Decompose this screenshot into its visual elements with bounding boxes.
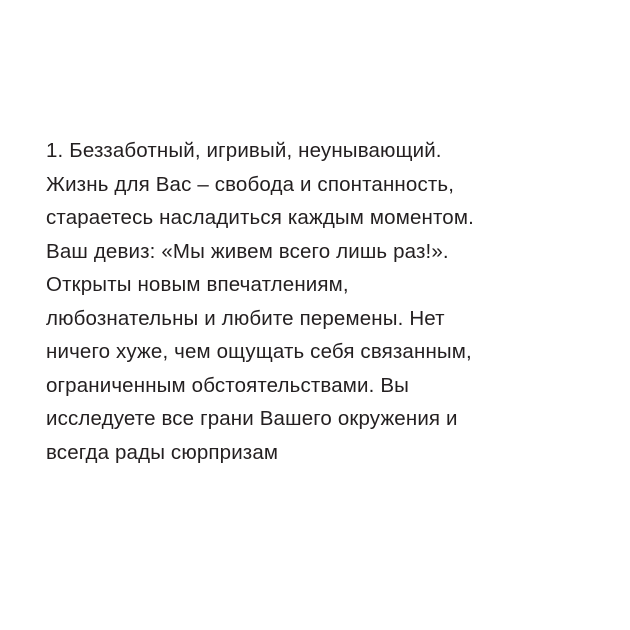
text-line: исследуете все грани Вашего окружения и	[46, 407, 458, 430]
text-line: Ваш девиз: «Мы живем всего лишь раз!».	[46, 239, 449, 263]
text-line: Открыты новым впечатлениям,	[46, 273, 349, 296]
text-line: 1. Беззаботный, игривый, неунывающий.	[46, 139, 442, 162]
text-line: стараетесь насладиться каждым моментом.	[46, 206, 474, 229]
text-line: ограниченным обстоятельствами. Вы	[46, 373, 410, 397]
text-line: всегда рады сюрпризам	[46, 440, 279, 464]
text-line: любознательны и любите перемены. Нет	[46, 306, 445, 330]
text-line: ничего хуже, чем ощущать себя связанным,	[46, 340, 472, 363]
text-line: Жизнь для Вас – свобода и спонтанность,	[46, 172, 455, 196]
description-paragraph	[46, 134, 584, 469]
